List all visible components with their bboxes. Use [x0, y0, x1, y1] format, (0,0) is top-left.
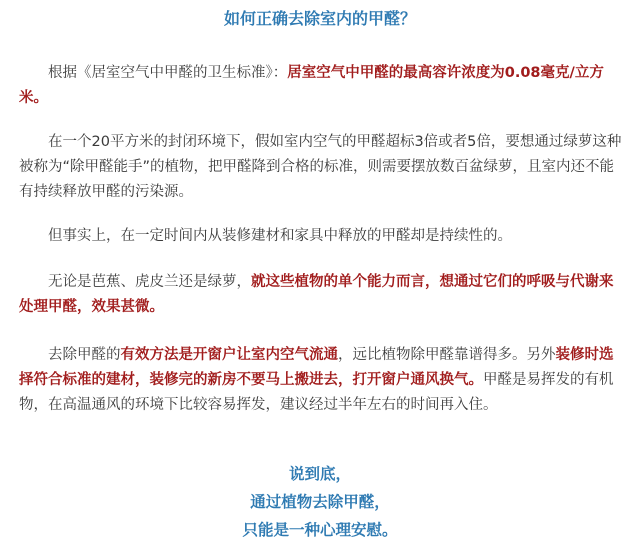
- closing-line: 说到底，: [288, 465, 351, 483]
- paragraph-pothos-example: [19, 130, 623, 205]
- closing-line: 通过植物去除甲醛，: [250, 493, 390, 511]
- highlight-text: 就这些植物的单个能力而言，想通过它们的呼吸与代谢来处理甲醛，效果甚微。: [19, 274, 614, 315]
- paragraph-text: 甲醛是易挥发的有机物，在高温通风的环境下比较容易挥发，建议经过半年左右的时间再入住。: [19, 372, 614, 413]
- paragraph-text: ，远比植物除甲醛靠谱得多。另外: [338, 347, 556, 363]
- paragraph-text: 根据《居室空气中甲醛的卫生标准》：: [48, 65, 288, 81]
- paragraph-plants-ineffective: [19, 270, 623, 320]
- paragraph-standard: [19, 61, 623, 111]
- highlight-text: 装修时选择符合标准的建材，装修完的新房不要马上搬进去，打开窗户通风换气。: [19, 347, 614, 388]
- paragraph-text: 在一个20平方米的封闭环境下，假如室内空气的甲醛超标3倍或者5倍，要想通过绿萝这种被称为“除甲醛能手”的植物，把甲醛降到合格的标准，则需要摆放数百盆绿萝，且室内还不能有持续释放甲醛的污染源。: [19, 134, 622, 200]
- paragraph-text: 但事实上，在一定时间内从装修建材和家具中释放的甲醛却是持续性的。: [48, 228, 512, 244]
- highlight-text: 有效方法是开窗户让室内空气流通: [120, 347, 338, 363]
- paragraph-continuous-release: [19, 224, 623, 249]
- paragraph-effective-method: [19, 343, 623, 418]
- paragraph-text: 无论是芭蕉、虎皮兰还是绿萝，: [48, 274, 251, 290]
- article-title: 如何正确去除室内的甲醛？: [223, 9, 416, 28]
- closing-remark: [0, 460, 640, 544]
- closing-line: 只能是一种心理安慰。: [242, 521, 398, 539]
- paragraph-text: 去除甲醛的: [48, 347, 121, 363]
- highlight-text: 居室空气中甲醛的最高容许浓度为0.08毫克/立方米。: [19, 65, 604, 106]
